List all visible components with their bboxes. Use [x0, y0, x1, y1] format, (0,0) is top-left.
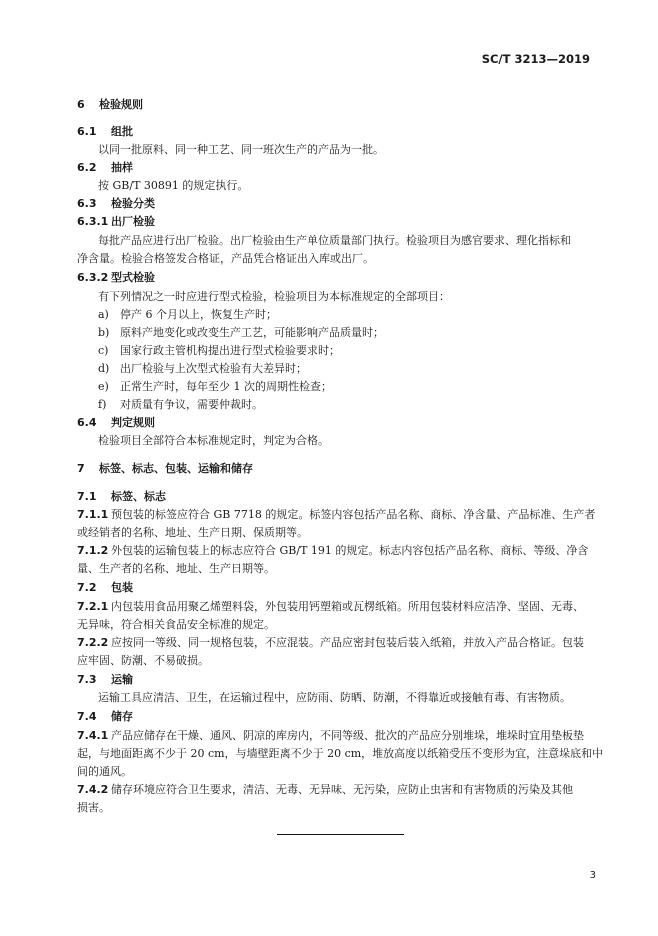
paragraph-7-2-2-line2: 应牢固、防潮、不易破损。	[77, 654, 209, 667]
list-item-text: 正常生产时，每年至少 1 次的周期性检查；	[120, 380, 332, 393]
heading-7-2: 7.2 包装	[77, 581, 133, 594]
paragraph-7-4-1-line2: 起，与地面距离不少于 20 cm，与墙壁距离不少于 20 cm，堆放高度以纸箱受压不变形为宜，注意垛底和中	[77, 747, 604, 760]
paragraph-6-2: 按 GB/T 30891 的规定执行。	[98, 179, 249, 192]
heading-6-3-2: 6.3.2 型式检验	[77, 271, 155, 284]
heading-7-1: 7.1 标签、标志	[77, 490, 166, 503]
paragraph-7-4-1-line1: 7.4.1 产品应储存在干燥、通风、阴凉的库房内，不同等级、批次的产品应分别堆垛，堆垛时宜用垫板垫	[77, 729, 584, 742]
paragraph-7-1-2-line2: 量、生产者的名称、地址、生产日期等。	[77, 562, 275, 575]
paragraph-7-2-1-line1: 7.2.1 内包装用食品用聚乙烯塑料袋，外包装用钙塑箱或瓦楞纸箱。所用包装材料应洁净、坚固、无毒、	[77, 600, 584, 613]
list-item-label: a)	[98, 308, 109, 321]
heading-6-1: 6.1 组批	[77, 125, 133, 138]
list-item-label: d)	[98, 362, 110, 375]
heading-7-4: 7.4 储存	[77, 710, 133, 723]
end-rule	[277, 834, 404, 835]
heading-7: 7 标签、标志、包装、运输和储存	[77, 462, 253, 475]
list-item-label: c)	[98, 344, 109, 357]
list-item-label: f)	[98, 398, 107, 411]
paragraph-6-3-1-line1: 每批产品应进行出厂检验。出厂检验由生产单位质量部门执行。检验项目为感官要求、理化指标和	[98, 234, 571, 247]
page-number: 3	[589, 870, 596, 881]
heading-6-3-1: 6.3.1 出厂检验	[77, 215, 155, 228]
paragraph-6-4: 检验项目全部符合本标准规定时，判定为合格。	[98, 434, 329, 447]
paragraph-7-2-1-line2: 无异味，符合相关食品安全标准的规定。	[77, 618, 275, 631]
paragraph-7-1-1-line2: 或经销者的名称、地址、生产日期、保质期等。	[77, 526, 308, 539]
heading-7-3: 7.3 运输	[77, 673, 133, 686]
paragraph-7-3: 运输工具应清洁、卫生，在运输过程中，应防雨、防晒、防潮，不得靠近或接触有毒、有害物质。	[98, 691, 571, 704]
standard-code: SC/T 3213—2019	[481, 52, 590, 66]
list-item-label: e)	[98, 380, 109, 393]
list-item-label: b)	[98, 326, 110, 339]
paragraph-7-2-2-line1: 7.2.2 应按同一等级、同一规格包装，不应混装。产品应密封包装后装入纸箱，并放入产品合格证。包装	[77, 636, 584, 649]
list-item-text: 原料产地变化或改变生产工艺，可能影响产品质量时；	[120, 326, 384, 339]
paragraph-6-1: 以同一批原料、同一种工艺、同一班次生产的产品为一批。	[98, 143, 384, 156]
paragraph-6-3-1-line2: 净含量。检验合格签发合格证，产品凭合格证出入库或出厂。	[77, 252, 374, 265]
paragraph-7-4-2-line2: 损害。	[77, 801, 110, 814]
paragraph-7-1-2-line1: 7.1.2 外包装的运输包装上的标志应符合 GB/T 191 的规定。标志内容包括产品名称、商标、等级、净含	[77, 544, 589, 557]
paragraph-7-4-1-line3: 间的通风。	[77, 765, 132, 778]
list-item-text: 出厂检验与上次型式检验有大差异时；	[120, 362, 307, 375]
list-item-text: 国家行政主管机构提出进行型式检验要求时；	[120, 344, 340, 357]
list-item-text: 停产 6 个月以上，恢复生产时；	[120, 308, 277, 321]
heading-6: 6 检验规则	[77, 98, 143, 111]
paragraph-7-1-1-line1: 7.1.1 预包装的标签应符合 GB 7718 的规定。标签内容包括产品名称、商标、净含量、产品标准、生产者	[77, 508, 596, 521]
paragraph-7-4-2-line1: 7.4.2 储存环境应符合卫生要求，清洁、无毒、无异味、无污染，应防止虫害和有害物质的污染及其他	[77, 783, 573, 796]
heading-6-3: 6.3 检验分类	[77, 197, 155, 210]
heading-6-2: 6.2 抽样	[77, 161, 133, 174]
list-item-text: 对质量有争议，需要仲裁时。	[120, 398, 263, 411]
heading-6-4: 6.4 判定规则	[77, 416, 155, 429]
paragraph-6-3-2-intro: 有下列情况之一时应进行型式检验，检验项目为本标准规定的全部项目：	[98, 290, 450, 303]
